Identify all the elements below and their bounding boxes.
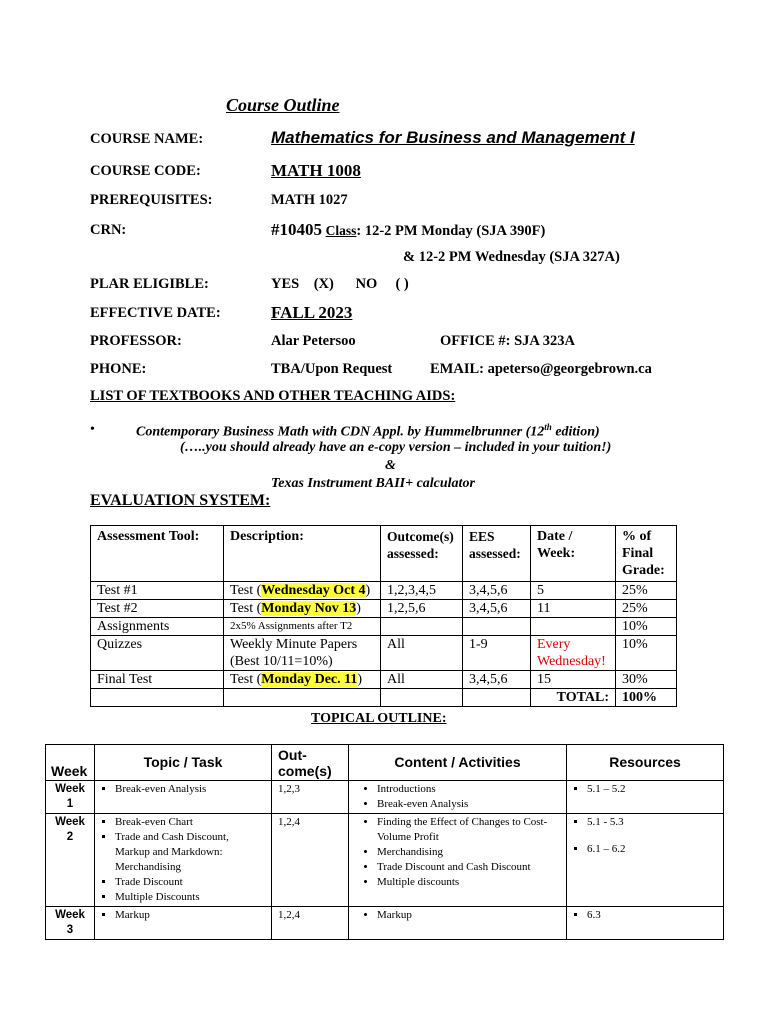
week: [531, 636, 616, 671]
week: 15: [531, 671, 616, 689]
outcome: 1,2,5,6: [381, 600, 463, 618]
crn-line: [271, 220, 545, 240]
test-date-highlight: Wednesday Oct 4: [261, 583, 366, 598]
header-description: Description:: [224, 526, 381, 582]
list-item: ▪ Break-even Chart: [115, 815, 265, 830]
phone-label: PHONE:: [90, 361, 147, 377]
total-row: [91, 689, 677, 707]
effective-value: FALL 2023: [271, 303, 353, 322]
outcome: All: [381, 671, 463, 689]
course-code-label: COURSE CODE:: [90, 163, 201, 179]
list-item: • Multiple discounts: [377, 875, 560, 890]
description: 2x5% Assignments after T2: [224, 618, 381, 636]
table-row: [91, 618, 677, 636]
header-topic: Topic / Task: [95, 745, 272, 781]
plar-value: YES (X) NO ( ): [271, 276, 409, 292]
description: [224, 689, 381, 707]
ampersand: &: [385, 458, 396, 473]
crn-number: #10405: [271, 220, 322, 239]
desc-line-1: Weekly Minute Papers: [230, 637, 358, 652]
ecopy-note: (…..you should already have an e-copy version – included in your tuition!): [180, 440, 612, 455]
textbook-edition: edition): [551, 424, 600, 440]
test-date-highlight: Monday Nov 13: [261, 601, 357, 616]
header-outcome: Outcome(s) assessed:: [381, 526, 463, 582]
outcome: All: [381, 636, 463, 671]
total-label: TOTAL:: [531, 689, 616, 707]
description: [224, 636, 381, 671]
crn-class-2: & 12-2 PM Wednesday (SJA 327A): [403, 249, 620, 265]
professor-label: PROFESSOR:: [90, 333, 182, 349]
crn-class-1: : 12-2 PM Monday (SJA 390F): [356, 223, 546, 239]
outcome: [381, 618, 463, 636]
list-item: • Merchandising: [377, 845, 560, 860]
list-item: • Markup: [377, 908, 560, 923]
content-cell: [349, 907, 567, 940]
header-resources: Resources: [567, 745, 724, 781]
percent: 30%: [616, 671, 677, 689]
desc-suffix: ): [365, 583, 371, 598]
textbook-edition-sup: th: [544, 422, 552, 432]
list-item: ▪ 5.1 – 5.2: [587, 782, 717, 797]
list-item: ▪ Trade Discount: [115, 875, 265, 890]
list-item: ▪ 6.3: [587, 908, 717, 923]
table-row: [91, 636, 677, 671]
list-item: ▪ Break-even Analysis: [115, 782, 265, 797]
table-row: [46, 907, 724, 940]
description: [224, 600, 381, 618]
percent: 25%: [616, 582, 677, 600]
outcome: [381, 689, 463, 707]
table-row: [91, 671, 677, 689]
content-cell: [349, 781, 567, 814]
table-row: [91, 600, 677, 618]
percent: 25%: [616, 600, 677, 618]
ees: [463, 618, 531, 636]
desc-suffix: ): [357, 672, 363, 687]
week: 5: [531, 582, 616, 600]
test-date-highlight: Monday Dec. 11: [261, 672, 358, 687]
table-row: [91, 582, 677, 600]
evaluation-table: [90, 525, 677, 707]
evaluation-heading: EVALUATION SYSTEM:: [90, 492, 271, 509]
course-code: MATH 1008: [271, 161, 361, 180]
list-item: ▪ 6.1 – 6.2: [587, 842, 717, 857]
week-cell: Week 1: [46, 781, 95, 814]
header-outcome-2: come(s): [278, 762, 332, 779]
outcome: 1,2,3,4,5: [381, 582, 463, 600]
desc-prefix: Test (: [230, 601, 262, 616]
ees: 3,4,5,6: [463, 582, 531, 600]
header-date: Date / Week:: [531, 526, 616, 582]
list-item: ▪ Trade and Cash Discount, Markup and Markdown: Merchandising: [115, 830, 265, 875]
table-header-row: [91, 526, 677, 582]
outcome-cell: 1,2,3: [272, 781, 349, 814]
prereq-value: MATH 1027: [271, 192, 348, 208]
calculator: Texas Instrument BAII+ calculator: [271, 476, 475, 491]
header-outcome-1: Out-: [278, 746, 307, 763]
crn-class-label: Class: [325, 223, 357, 238]
tool: Assignments: [91, 618, 224, 636]
tool: Final Test: [91, 671, 224, 689]
office-number: OFFICE #: SJA 323A: [440, 333, 575, 349]
page-title: Course Outline: [226, 95, 340, 115]
plar-label: PLAR ELIGIBLE:: [90, 276, 209, 292]
resources-cell: [567, 907, 724, 940]
header-week: Week: [46, 745, 95, 781]
header-percent: % of Final Grade:: [616, 526, 677, 582]
ees: [463, 689, 531, 707]
effective-label: EFFECTIVE DATE:: [90, 305, 221, 321]
week-cell: Week 2: [46, 814, 95, 907]
tool: Quizzes: [91, 636, 224, 671]
topical-table: [45, 744, 724, 940]
course-name-label: COURSE NAME:: [90, 131, 204, 147]
total-percent: 100%: [616, 689, 677, 707]
desc-line-2: (Best 10/11=10%): [230, 654, 333, 669]
textbooks-heading: LIST OF TEXTBOOKS AND OTHER TEACHING AIDS:: [90, 388, 456, 404]
list-item: ▪ Multiple Discounts: [115, 890, 265, 905]
outcome-cell: 1,2,4: [272, 814, 349, 907]
outcome-cell: 1,2,4: [272, 907, 349, 940]
tool: Test #2: [91, 600, 224, 618]
desc-suffix: ): [356, 601, 361, 616]
table-header-row: [46, 745, 724, 781]
textbook-title: Contemporary Business Math with CDN Appl. by Hummelbrunner (12: [136, 424, 545, 440]
topic-cell: [95, 907, 272, 940]
week-line-1: Every: [537, 637, 571, 652]
topical-heading: TOPICAL OUTLINE:: [311, 711, 447, 726]
table-row: [46, 814, 724, 907]
topic-cell: [95, 814, 272, 907]
email: EMAIL: apeterso@georgebrown.ca: [430, 361, 652, 377]
tool: [91, 689, 224, 707]
bullet: •: [90, 422, 95, 437]
crn-label: CRN:: [90, 222, 127, 238]
week: [531, 618, 616, 636]
week-cell: Week 3: [46, 907, 95, 940]
percent: 10%: [616, 618, 677, 636]
ees: 3,4,5,6: [463, 671, 531, 689]
list-item: • Introductions: [377, 782, 560, 797]
description: [224, 582, 381, 600]
resources-cell: [567, 814, 724, 907]
tool: Test #1: [91, 582, 224, 600]
description: [224, 671, 381, 689]
professor-name: Alar Petersoo: [271, 333, 356, 349]
desc-prefix: Test (: [230, 583, 262, 598]
header-content: Content / Activities: [349, 745, 567, 781]
header-tool: Assessment Tool:: [91, 526, 224, 582]
list-item: ▪ 5.1 - 5.3: [587, 815, 717, 830]
desc-prefix: Test (: [230, 672, 262, 687]
content-cell: [349, 814, 567, 907]
list-item: • Break-even Analysis: [377, 797, 560, 812]
resources-cell: [567, 781, 724, 814]
header-ees: EES assessed:: [463, 526, 531, 582]
list-item: • Trade Discount and Cash Discount: [377, 860, 560, 875]
list-item: ▪ Markup: [115, 908, 265, 923]
prereq-label: PREREQUISITES:: [90, 192, 213, 208]
phone-value: TBA/Upon Request: [271, 361, 393, 377]
week: 11: [531, 600, 616, 618]
topic-cell: [95, 781, 272, 814]
spacer: [587, 830, 717, 842]
textbook-line: [136, 422, 600, 441]
week-line-2: Wednesday!: [537, 654, 606, 669]
ees: 3,4,5,6: [463, 600, 531, 618]
list-item: • Finding the Effect of Changes to Cost-Volume Profit: [377, 815, 560, 845]
percent: 10%: [616, 636, 677, 671]
ees: 1-9: [463, 636, 531, 671]
header-outcome: [272, 745, 349, 781]
course-name: Mathematics for Business and Management I: [271, 128, 635, 147]
table-row: [46, 781, 724, 814]
